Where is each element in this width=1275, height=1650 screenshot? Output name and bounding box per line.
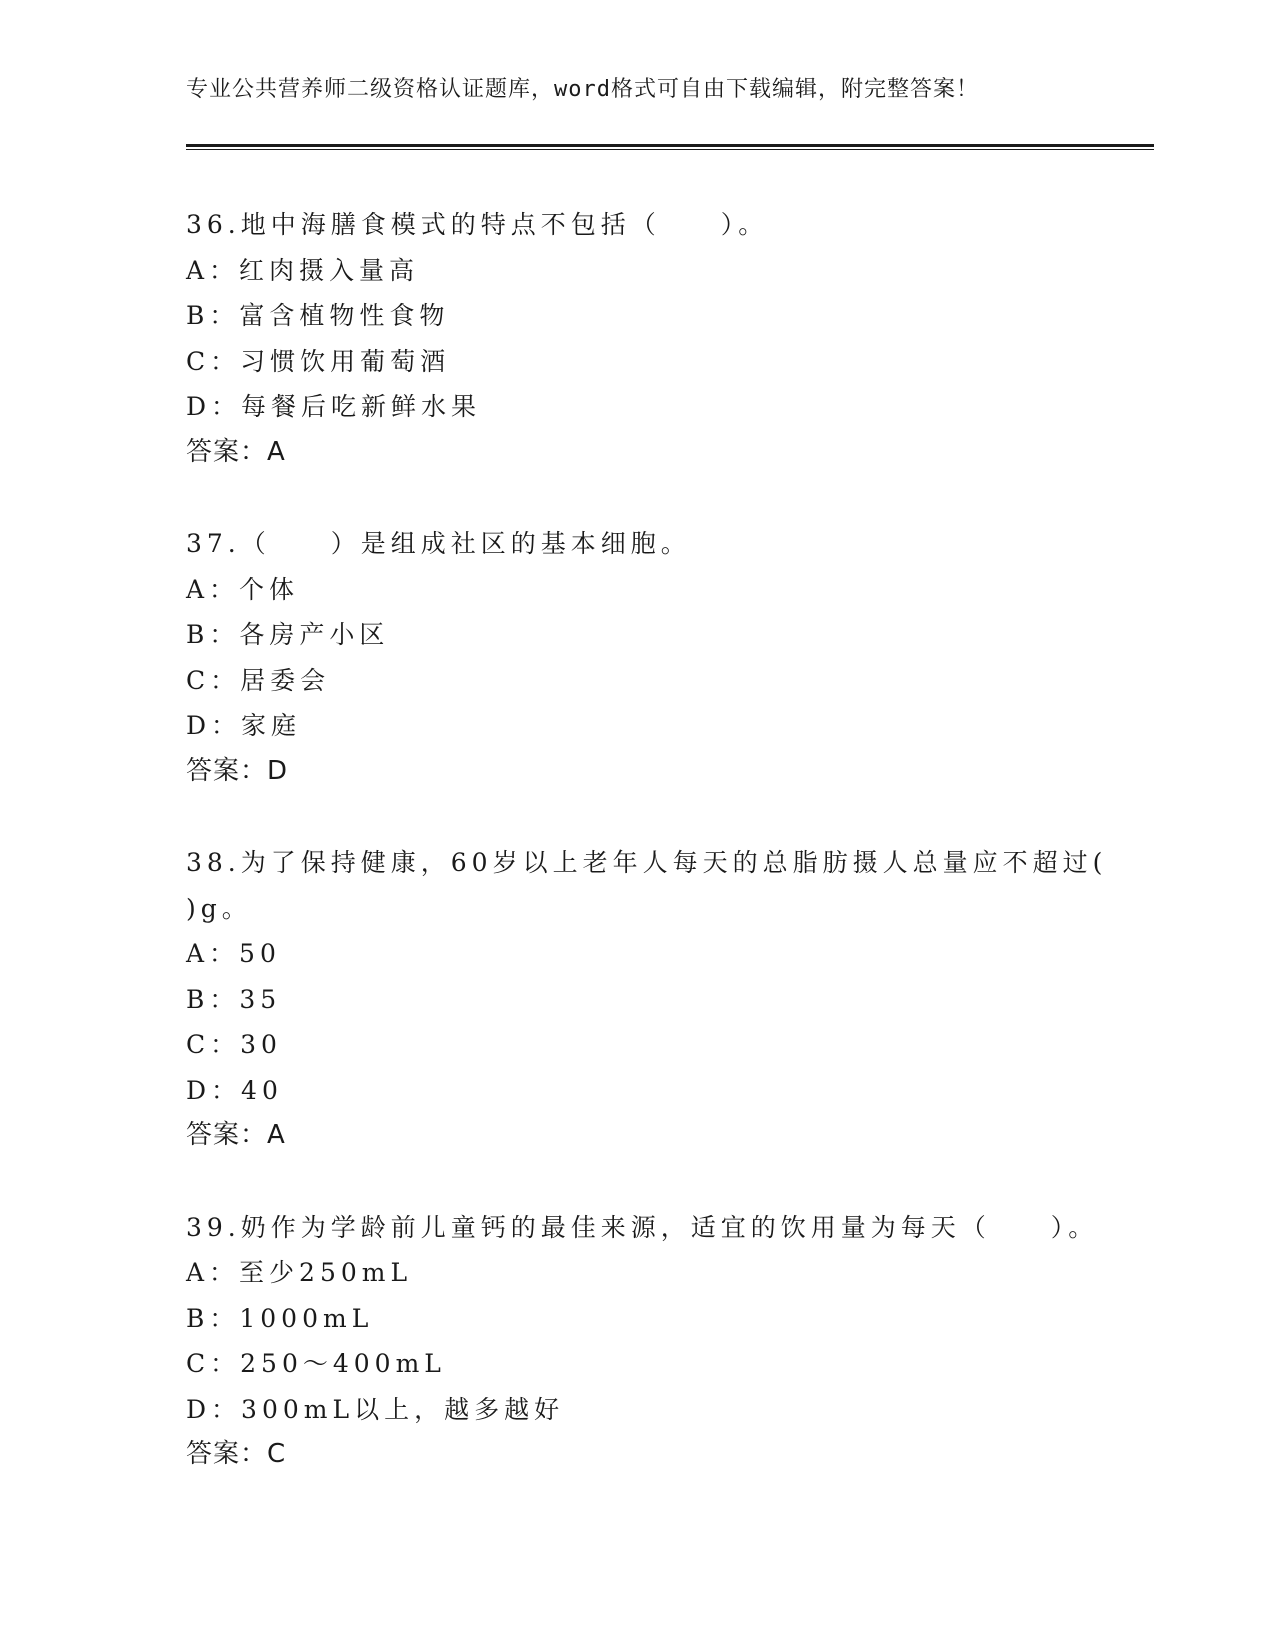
answer: 答案：A xyxy=(186,1120,286,1150)
document-header: 专业公共营养师二级资格认证题库，word格式可自由下载编辑，附完整答案！ xyxy=(186,77,979,102)
question-36 xyxy=(186,202,1086,475)
answer: 答案：D xyxy=(186,755,289,786)
option-a: A：50 xyxy=(186,939,281,968)
option-b: B：富含植物性食物 xyxy=(186,301,450,330)
option-c: C：习惯饮用葡萄酒 xyxy=(186,346,451,376)
option-b: B：35 xyxy=(186,984,282,1014)
option-d: D：40 xyxy=(186,1075,283,1105)
option-a: A：至少250mL xyxy=(186,1258,413,1287)
question-39 xyxy=(186,1205,1099,1478)
question-stem: 37.（ ）是组成社区的基本细胞。 xyxy=(186,529,691,558)
option-b: B：各房产小区 xyxy=(186,620,390,649)
question-stem-line-2: )g。 xyxy=(186,893,252,923)
option-c: C：居委会 xyxy=(186,665,331,695)
question-38 xyxy=(186,840,1108,1159)
option-a: A：个体 xyxy=(186,574,300,604)
option-d: D：300mL以上，越多越好 xyxy=(186,1394,565,1424)
question-stem-line-1: 38.为了保持健康，60岁以上老年人每天的总脂肪摄人总量应不超过( xyxy=(186,848,1108,877)
option-d: D：家庭 xyxy=(186,711,302,740)
question-stem: 36.地中海膳食模式的特点不包括（ ）。 xyxy=(186,210,769,239)
question-37 xyxy=(186,521,1086,794)
option-d: D：每餐后吃新鲜水果 xyxy=(186,392,482,421)
question-list xyxy=(186,202,1108,1524)
answer: 答案：C xyxy=(186,1439,287,1469)
option-b: B：1000mL xyxy=(186,1303,374,1333)
option-a: A：红肉摄入量高 xyxy=(186,255,420,285)
header-divider xyxy=(186,144,1154,150)
question-stem: 39.奶作为学龄前儿童钙的最佳来源，适宜的饮用量为每天（ ）。 xyxy=(186,1212,1099,1242)
option-c: C：250～400mL xyxy=(186,1349,446,1378)
answer: 答案：A xyxy=(186,436,286,467)
option-c: C：30 xyxy=(186,1030,282,1059)
